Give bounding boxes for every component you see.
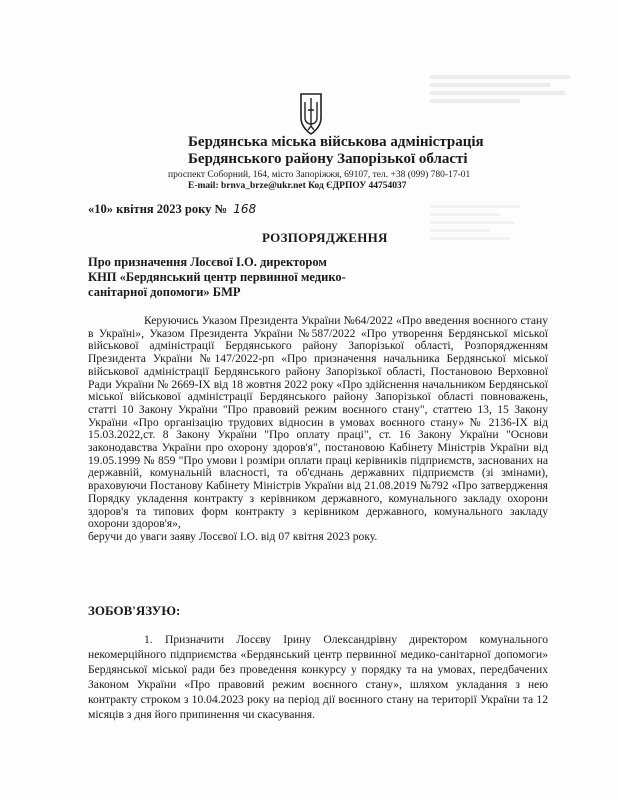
body-paragraph: Керуючись Указом Президента України №64/2022 «Про введення воєнного стану в Україні», Указом Президента України №587/2022 «Про утворення Бердянської міської військової адміністрації Бердянського району Запорізької області, Розпорядженням Президента України №147/2022-рп «Про призначення начальника Бердянської міської військової адміністрації Бердянського району Запорізької області, Постановою Верховної Ради України № 2669-IX від 18 жовтня 2022 року «Про здійснення начальником Бердянської міської військової адміністрації Бердянського району Запорізької області повноважень, статті 10 Закону України "Про правовий режим воєнного стану", статтею 13, 15 Закону України «Про організацію трудових відносин в умовах воєнного стану» № 2136-IX від 15.03.2022,ст. 8 Закону України "Про оплату праці", ст. 16 Закону України "Основи законодавства України про охорону здоров'я", постановою Кабінету Міністрів України від 19.05.1999 № 859 "Про умови і розміри оплати праці керівників підприємств, заснованих на державній, комунальній власності, та об'єднань державних підприємств (зі змінами), враховуючи Постанову Кабінету Міністрів України від 21.08.2019 №792 «Про затвердження Порядку укладення контракту з керівником державного, комунального закладу охорони здоров'я та типових форм контракту з керівником державного, комунального закладу охорони здоров'я», <box>88 314 548 531</box>
body-paragraph-end: беручи до уваги заяву Лосєвої І.О. від 07 квітня 2023 року. <box>88 529 378 543</box>
date-text: «10» квітня 2023 року № <box>88 202 228 216</box>
document-number: 168 <box>233 202 257 216</box>
order-item-1-lead: 1. Призначити Лосєву Ірину Олександрівну директором комунального <box>144 633 548 646</box>
org-name-line2: Бердянського району Запорізької області <box>188 151 468 167</box>
document-subject: Про призначення Лосєвої І.О. директором КНП «Бердянський центр первинної медико-санітарної допомоги» БМР <box>88 255 346 299</box>
order-item-1 <box>88 632 548 722</box>
document-body <box>88 315 548 544</box>
document-date <box>88 202 256 217</box>
order-item-1-rest: некомерційного підприємства «Бердянський центр первинної медико-санітарної допомоги» Бердянської міської ради без проведення конкурсу у порядку та на умовах, передбачених Законом України «Про правовий режим воєнного стану», шляхом укладання з нею контракту строком з 10.04.2023 року на період дії воєнного стану на території України та 12 місяців з дня його припинення чи скасування. <box>88 648 548 721</box>
org-email-code: E-mail: brnva_brze@ukr.net Код ЄДРПОУ 44754037 <box>188 181 407 191</box>
order-heading: ЗОБОВ'ЯЗУЮ: <box>88 603 181 618</box>
org-address: проспект Соборний, 164, місто Запоріжжя, 69107, тел. +38 (099) 780-17-01 <box>168 170 471 180</box>
coat-of-arms-icon <box>297 92 325 136</box>
org-name-line1: Бердянська міська військова адміністрація <box>188 134 484 150</box>
bleed-through-text-2 <box>430 205 530 275</box>
document-title: РОЗПОРЯДЖЕННЯ <box>262 230 388 245</box>
bleed-through-text <box>430 75 580 115</box>
